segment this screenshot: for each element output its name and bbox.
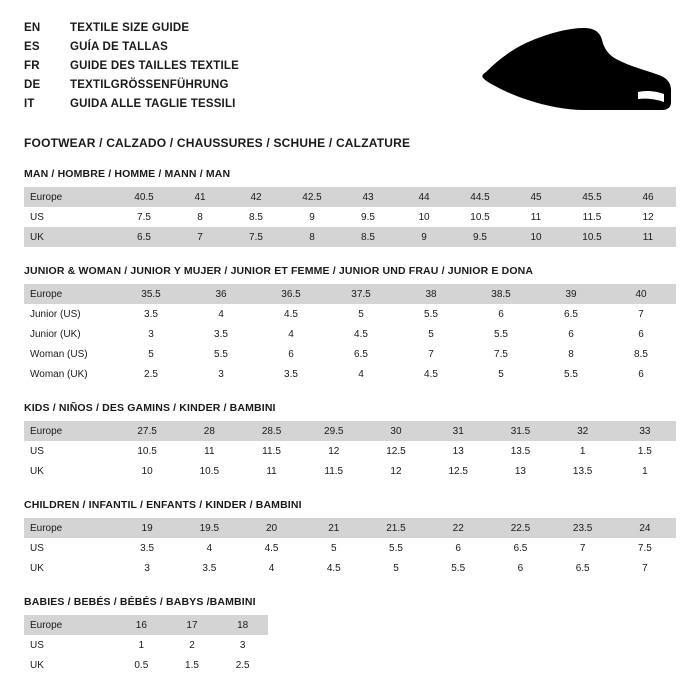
size-cell: 3.5 — [186, 324, 256, 344]
size-table — [24, 187, 676, 247]
size-cell: 42.5 — [284, 187, 340, 207]
size-table — [24, 615, 268, 675]
row-label: UK — [24, 227, 116, 247]
language-title: GUÍA DE TALLAS — [70, 41, 168, 53]
size-cell: 8.5 — [606, 344, 676, 364]
size-cell: 28.5 — [240, 421, 302, 441]
table-row — [24, 635, 268, 655]
size-cell: 5.5 — [186, 344, 256, 364]
table-row — [24, 324, 676, 344]
size-cell: 19.5 — [178, 518, 240, 538]
size-cell: 3 — [116, 324, 186, 344]
size-cell: 0.5 — [116, 655, 167, 675]
size-cell: 41 — [172, 187, 228, 207]
row-label: UK — [24, 461, 116, 481]
size-cell: 12.5 — [427, 461, 489, 481]
size-cell: 1 — [116, 635, 167, 655]
table-row — [24, 441, 676, 461]
size-cell: 6 — [256, 344, 326, 364]
row-label: Junior (US) — [24, 304, 116, 324]
size-cell: 13.5 — [489, 441, 551, 461]
size-cell: 11.5 — [564, 207, 620, 227]
size-cell: 5.5 — [427, 558, 489, 578]
size-group — [24, 265, 676, 384]
size-cell: 29.5 — [303, 421, 365, 441]
size-cell: 2.5 — [116, 364, 186, 384]
size-cell: 7 — [172, 227, 228, 247]
size-cell: 5 — [396, 324, 466, 344]
size-cell: 3.5 — [116, 538, 178, 558]
size-cell: 1 — [552, 441, 614, 461]
size-cell: 21 — [303, 518, 365, 538]
size-cell: 9 — [284, 207, 340, 227]
size-cell: 5.5 — [365, 538, 427, 558]
table-row — [24, 284, 676, 304]
size-group — [24, 168, 676, 247]
table-row — [24, 421, 676, 441]
size-cell: 9.5 — [340, 207, 396, 227]
size-cell: 36 — [186, 284, 256, 304]
size-cell: 4.5 — [240, 538, 302, 558]
language-code: DE — [24, 79, 41, 91]
size-table — [24, 518, 676, 578]
size-cell: 9 — [396, 227, 452, 247]
size-group-title: KIDS / NIÑOS / DES GAMINS / KINDER / BAMBINI — [24, 402, 276, 414]
language-code: ES — [24, 41, 40, 53]
size-group-title: JUNIOR & WOMAN / JUNIOR Y MUJER / JUNIOR ET FEMME / JUNIOR UND FRAU / JUNIOR E DONA — [24, 265, 534, 277]
size-cell: 5 — [303, 538, 365, 558]
size-group-title: CHILDREN / INFANTIL / ENFANTS / KINDER / BAMBINI — [24, 499, 302, 511]
size-cell: 5 — [365, 558, 427, 578]
size-cell: 3 — [116, 558, 178, 578]
size-cell: 4 — [326, 364, 396, 384]
size-cell: 6.5 — [326, 344, 396, 364]
size-cell: 12.5 — [365, 441, 427, 461]
size-cell: 12 — [303, 441, 365, 461]
size-cell: 7 — [606, 304, 676, 324]
size-cell: 5 — [326, 304, 396, 324]
language-code: FR — [24, 60, 40, 72]
row-label: Europe — [24, 615, 116, 635]
size-cell: 6 — [536, 324, 606, 344]
size-cell: 10.5 — [564, 227, 620, 247]
size-cell: 5.5 — [396, 304, 466, 324]
size-cell: 13.5 — [552, 461, 614, 481]
table-row — [24, 344, 676, 364]
size-cell: 18 — [217, 615, 268, 635]
size-cell: 21.5 — [365, 518, 427, 538]
size-cell: 7.5 — [466, 344, 536, 364]
row-label: US — [24, 538, 116, 558]
row-label: US — [24, 441, 116, 461]
size-cell: 3.5 — [178, 558, 240, 578]
size-cell: 8 — [172, 207, 228, 227]
size-cell: 40.5 — [116, 187, 172, 207]
size-cell: 10.5 — [178, 461, 240, 481]
size-cell: 7 — [552, 538, 614, 558]
table-row — [24, 207, 676, 227]
table-row — [24, 655, 268, 675]
size-cell: 20 — [240, 518, 302, 538]
size-cell: 6 — [466, 304, 536, 324]
row-label: US — [24, 635, 116, 655]
size-cell: 5 — [466, 364, 536, 384]
size-cell: 32 — [552, 421, 614, 441]
size-cell: 5.5 — [466, 324, 536, 344]
size-cell: 4.5 — [256, 304, 326, 324]
size-cell: 4 — [186, 304, 256, 324]
size-cell: 30 — [365, 421, 427, 441]
size-cell: 10 — [508, 227, 564, 247]
size-cell: 7 — [396, 344, 466, 364]
size-cell: 7 — [614, 558, 676, 578]
size-cell: 3 — [186, 364, 256, 384]
language-title: GUIDE DES TAILLES TEXTILE — [70, 60, 239, 72]
size-cell: 6 — [606, 324, 676, 344]
row-label: UK — [24, 655, 116, 675]
size-cell: 39 — [536, 284, 606, 304]
size-group — [24, 499, 676, 578]
size-group-title: MAN / HOMBRE / HOMME / MANN / MAN — [24, 168, 231, 180]
size-cell: 31 — [427, 421, 489, 441]
size-cell: 6.5 — [552, 558, 614, 578]
size-cell: 13 — [427, 441, 489, 461]
table-row — [24, 558, 676, 578]
language-code: IT — [24, 98, 35, 110]
row-label: Junior (UK) — [24, 324, 116, 344]
size-cell: 7.5 — [228, 227, 284, 247]
size-table — [24, 421, 676, 481]
row-label: US — [24, 207, 116, 227]
size-cell: 11 — [178, 441, 240, 461]
size-group — [24, 402, 676, 481]
size-cell: 45.5 — [564, 187, 620, 207]
size-cell: 23.5 — [552, 518, 614, 538]
language-title: TEXTILGRÖSSENFÜHRUNG — [70, 79, 229, 91]
row-label: Woman (US) — [24, 344, 116, 364]
size-cell: 4 — [256, 324, 326, 344]
size-cell: 11 — [240, 461, 302, 481]
size-table — [24, 284, 676, 384]
size-cell: 6 — [606, 364, 676, 384]
size-cell: 43 — [340, 187, 396, 207]
size-cell: 22.5 — [489, 518, 551, 538]
row-label: UK — [24, 558, 116, 578]
size-cell: 11.5 — [240, 441, 302, 461]
size-cell: 42 — [228, 187, 284, 207]
table-row — [24, 461, 676, 481]
size-cell: 11 — [620, 227, 676, 247]
size-cell: 9.5 — [452, 227, 508, 247]
size-cell: 11 — [508, 207, 564, 227]
size-cell: 35.5 — [116, 284, 186, 304]
size-cell: 12 — [365, 461, 427, 481]
size-cell: 12 — [620, 207, 676, 227]
size-cell: 8.5 — [340, 227, 396, 247]
size-cell: 17 — [167, 615, 218, 635]
size-cell: 4.5 — [396, 364, 466, 384]
size-cell: 44.5 — [452, 187, 508, 207]
size-cell: 28 — [178, 421, 240, 441]
size-cell: 36.5 — [256, 284, 326, 304]
size-cell: 4 — [240, 558, 302, 578]
size-cell: 10 — [116, 461, 178, 481]
category-heading: FOOTWEAR / CALZADO / CHAUSSURES / SCHUHE / CALZATURE — [24, 136, 411, 150]
table-row — [24, 227, 676, 247]
size-cell: 11.5 — [303, 461, 365, 481]
table-row — [24, 518, 676, 538]
size-cell: 8.5 — [228, 207, 284, 227]
language-code: EN — [24, 22, 41, 34]
row-label: Europe — [24, 187, 116, 207]
size-cell: 6.5 — [489, 538, 551, 558]
size-cell: 6.5 — [116, 227, 172, 247]
size-cell: 40 — [606, 284, 676, 304]
size-cell: 10.5 — [116, 441, 178, 461]
size-cell: 13 — [489, 461, 551, 481]
size-cell: 2.5 — [217, 655, 268, 675]
size-cell: 27.5 — [116, 421, 178, 441]
size-cell: 4 — [178, 538, 240, 558]
size-cell: 7.5 — [614, 538, 676, 558]
size-cell: 6 — [427, 538, 489, 558]
size-cell: 45 — [508, 187, 564, 207]
size-cell: 38 — [396, 284, 466, 304]
size-cell: 37.5 — [326, 284, 396, 304]
size-cell: 22 — [427, 518, 489, 538]
size-cell: 19 — [116, 518, 178, 538]
size-cell: 7.5 — [116, 207, 172, 227]
size-tables-container — [24, 168, 676, 675]
size-cell: 33 — [614, 421, 676, 441]
row-label: Woman (UK) — [24, 364, 116, 384]
size-cell: 8 — [536, 344, 606, 364]
table-row — [24, 364, 676, 384]
dress-shoe-icon — [442, 28, 672, 112]
size-cell: 2 — [167, 635, 218, 655]
size-cell: 4.5 — [303, 558, 365, 578]
size-cell: 31.5 — [489, 421, 551, 441]
size-cell: 3 — [217, 635, 268, 655]
size-cell: 1.5 — [167, 655, 218, 675]
size-cell: 4.5 — [326, 324, 396, 344]
size-cell: 46 — [620, 187, 676, 207]
size-group — [24, 596, 676, 675]
size-cell: 24 — [614, 518, 676, 538]
size-cell: 1 — [614, 461, 676, 481]
row-label: Europe — [24, 284, 116, 304]
row-label: Europe — [24, 518, 116, 538]
table-row — [24, 538, 676, 558]
table-row — [24, 615, 268, 635]
size-cell: 6.5 — [536, 304, 606, 324]
table-row — [24, 187, 676, 207]
size-cell: 10.5 — [452, 207, 508, 227]
size-cell: 1.5 — [614, 441, 676, 461]
size-cell: 5 — [116, 344, 186, 364]
size-cell: 3.5 — [116, 304, 186, 324]
size-cell: 3.5 — [256, 364, 326, 384]
size-cell: 5.5 — [536, 364, 606, 384]
header — [24, 22, 676, 118]
size-cell: 10 — [396, 207, 452, 227]
language-title: TEXTILE SIZE GUIDE — [70, 22, 190, 34]
language-title: GUIDA ALLE TAGLIE TESSILI — [70, 98, 236, 110]
size-cell: 16 — [116, 615, 167, 635]
size-group-title: BABIES / BEBÉS / BÉBÉS / BABYS /BAMBINI — [24, 596, 256, 608]
size-cell: 44 — [396, 187, 452, 207]
row-label: Europe — [24, 421, 116, 441]
size-cell: 8 — [284, 227, 340, 247]
table-row — [24, 304, 676, 324]
size-cell: 38.5 — [466, 284, 536, 304]
size-cell: 6 — [489, 558, 551, 578]
